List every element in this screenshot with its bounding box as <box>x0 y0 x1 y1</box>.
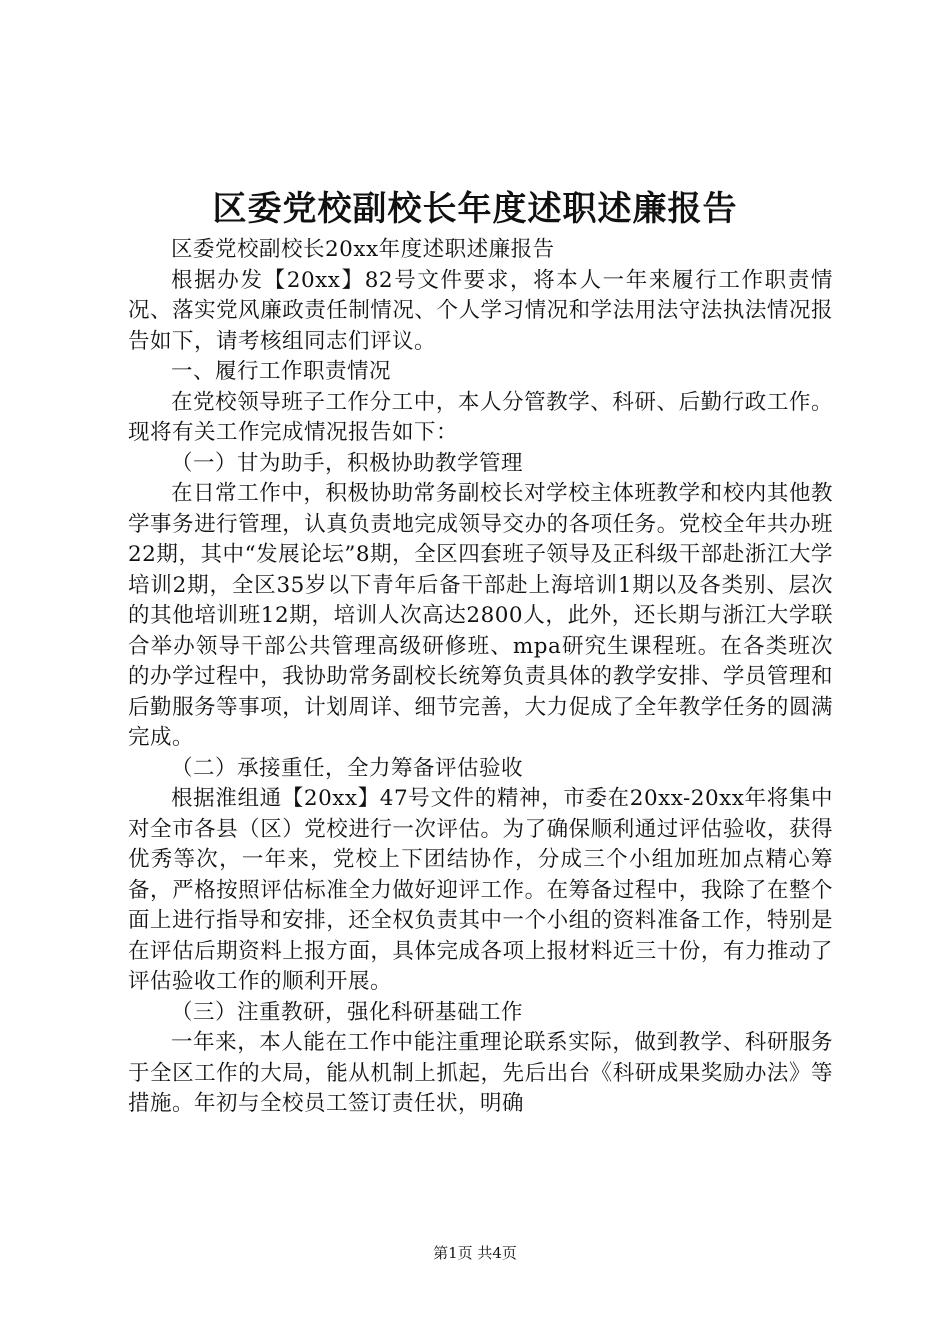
page-footer: 第1页 共4页 <box>433 1244 517 1262</box>
section-heading-1: 一、履行工作职责情况 <box>171 359 392 384</box>
document-body <box>128 235 833 1120</box>
paragraph-subtitle: 区委党校副校长20xx年度述职述廉报告 <box>171 237 555 262</box>
paragraph-teaching: 在日常工作中，积极协助常务副校长对学校主体班教学和校内其他教学事务进行管理，认真负责地完成领导交办的各项任务。党校全年共办班22期，其中“发展论坛”8期，全区四套班子领导及正科级干部赴浙江大学培训2期，全区35岁以下青年后备干部赴上海培训1期以及各类别、层次的其他培训班12期，培训人次高达2800人，此外，还长期与浙江大学联合举办领导干部公共管理高级研修班、mpa研究生课程班。在各类班次的办学过程中，我协助常务副校长统筹负责具体的教学安排、学员管理和后勤服务等事项，计划周详、细节完善，大力促成了全年教学任务的圆满完成。 <box>128 481 833 750</box>
subsection-heading-1: （一）甘为助手，积极协助教学管理 <box>171 450 524 476</box>
document-title: 区委党校副校长年度述职述廉报告 <box>212 189 738 229</box>
paragraph-intro: 根据办发【20xx】82号文件要求，将本人一年来履行工作职责情况、落实党风廉政责任制情况、个人学习情况和学法用法守法执法情况报告如下，请考核组同志们评议。 <box>128 267 833 354</box>
subsection-heading-3: （三）注重教研，强化科研基础工作 <box>171 999 524 1025</box>
paragraph-evaluation: 根据淮组通【20xx】47号文件的精神，市委在20xx-20xx年将集中对全市各县（区）党校进行一次评估。为了确保顺利通过评估验收，获得优秀等次，一年来，党校上下团结协作，分成三个小组加班加点精心筹备，严格按照评估标准全力做好迎评工作。在筹备过程中，我除了在整个面上进行指导和安排，还全权负责其中一个小组的资料准备工作，特别是在评估后期资料上报方面，具体完成各项上报材料近三十份，有力推动了评估验收工作的顺利开展。 <box>128 786 833 994</box>
paragraph-duties: 在党校领导班子工作分工中，本人分管教学、科研、后勤行政工作。现将有关工作完成情况报告如下： <box>128 389 833 445</box>
paragraph-research: 一年来，本人能在工作中能注重理论联系实际，做到教学、科研服务于全区工作的大局，能从机制上抓起，先后出台《科研成果奖励办法》等措施。年初与全校员工签订责任状，明确 <box>128 1030 833 1116</box>
subsection-heading-2: （二）承接重任，全力筹备评估验收 <box>171 755 524 781</box>
